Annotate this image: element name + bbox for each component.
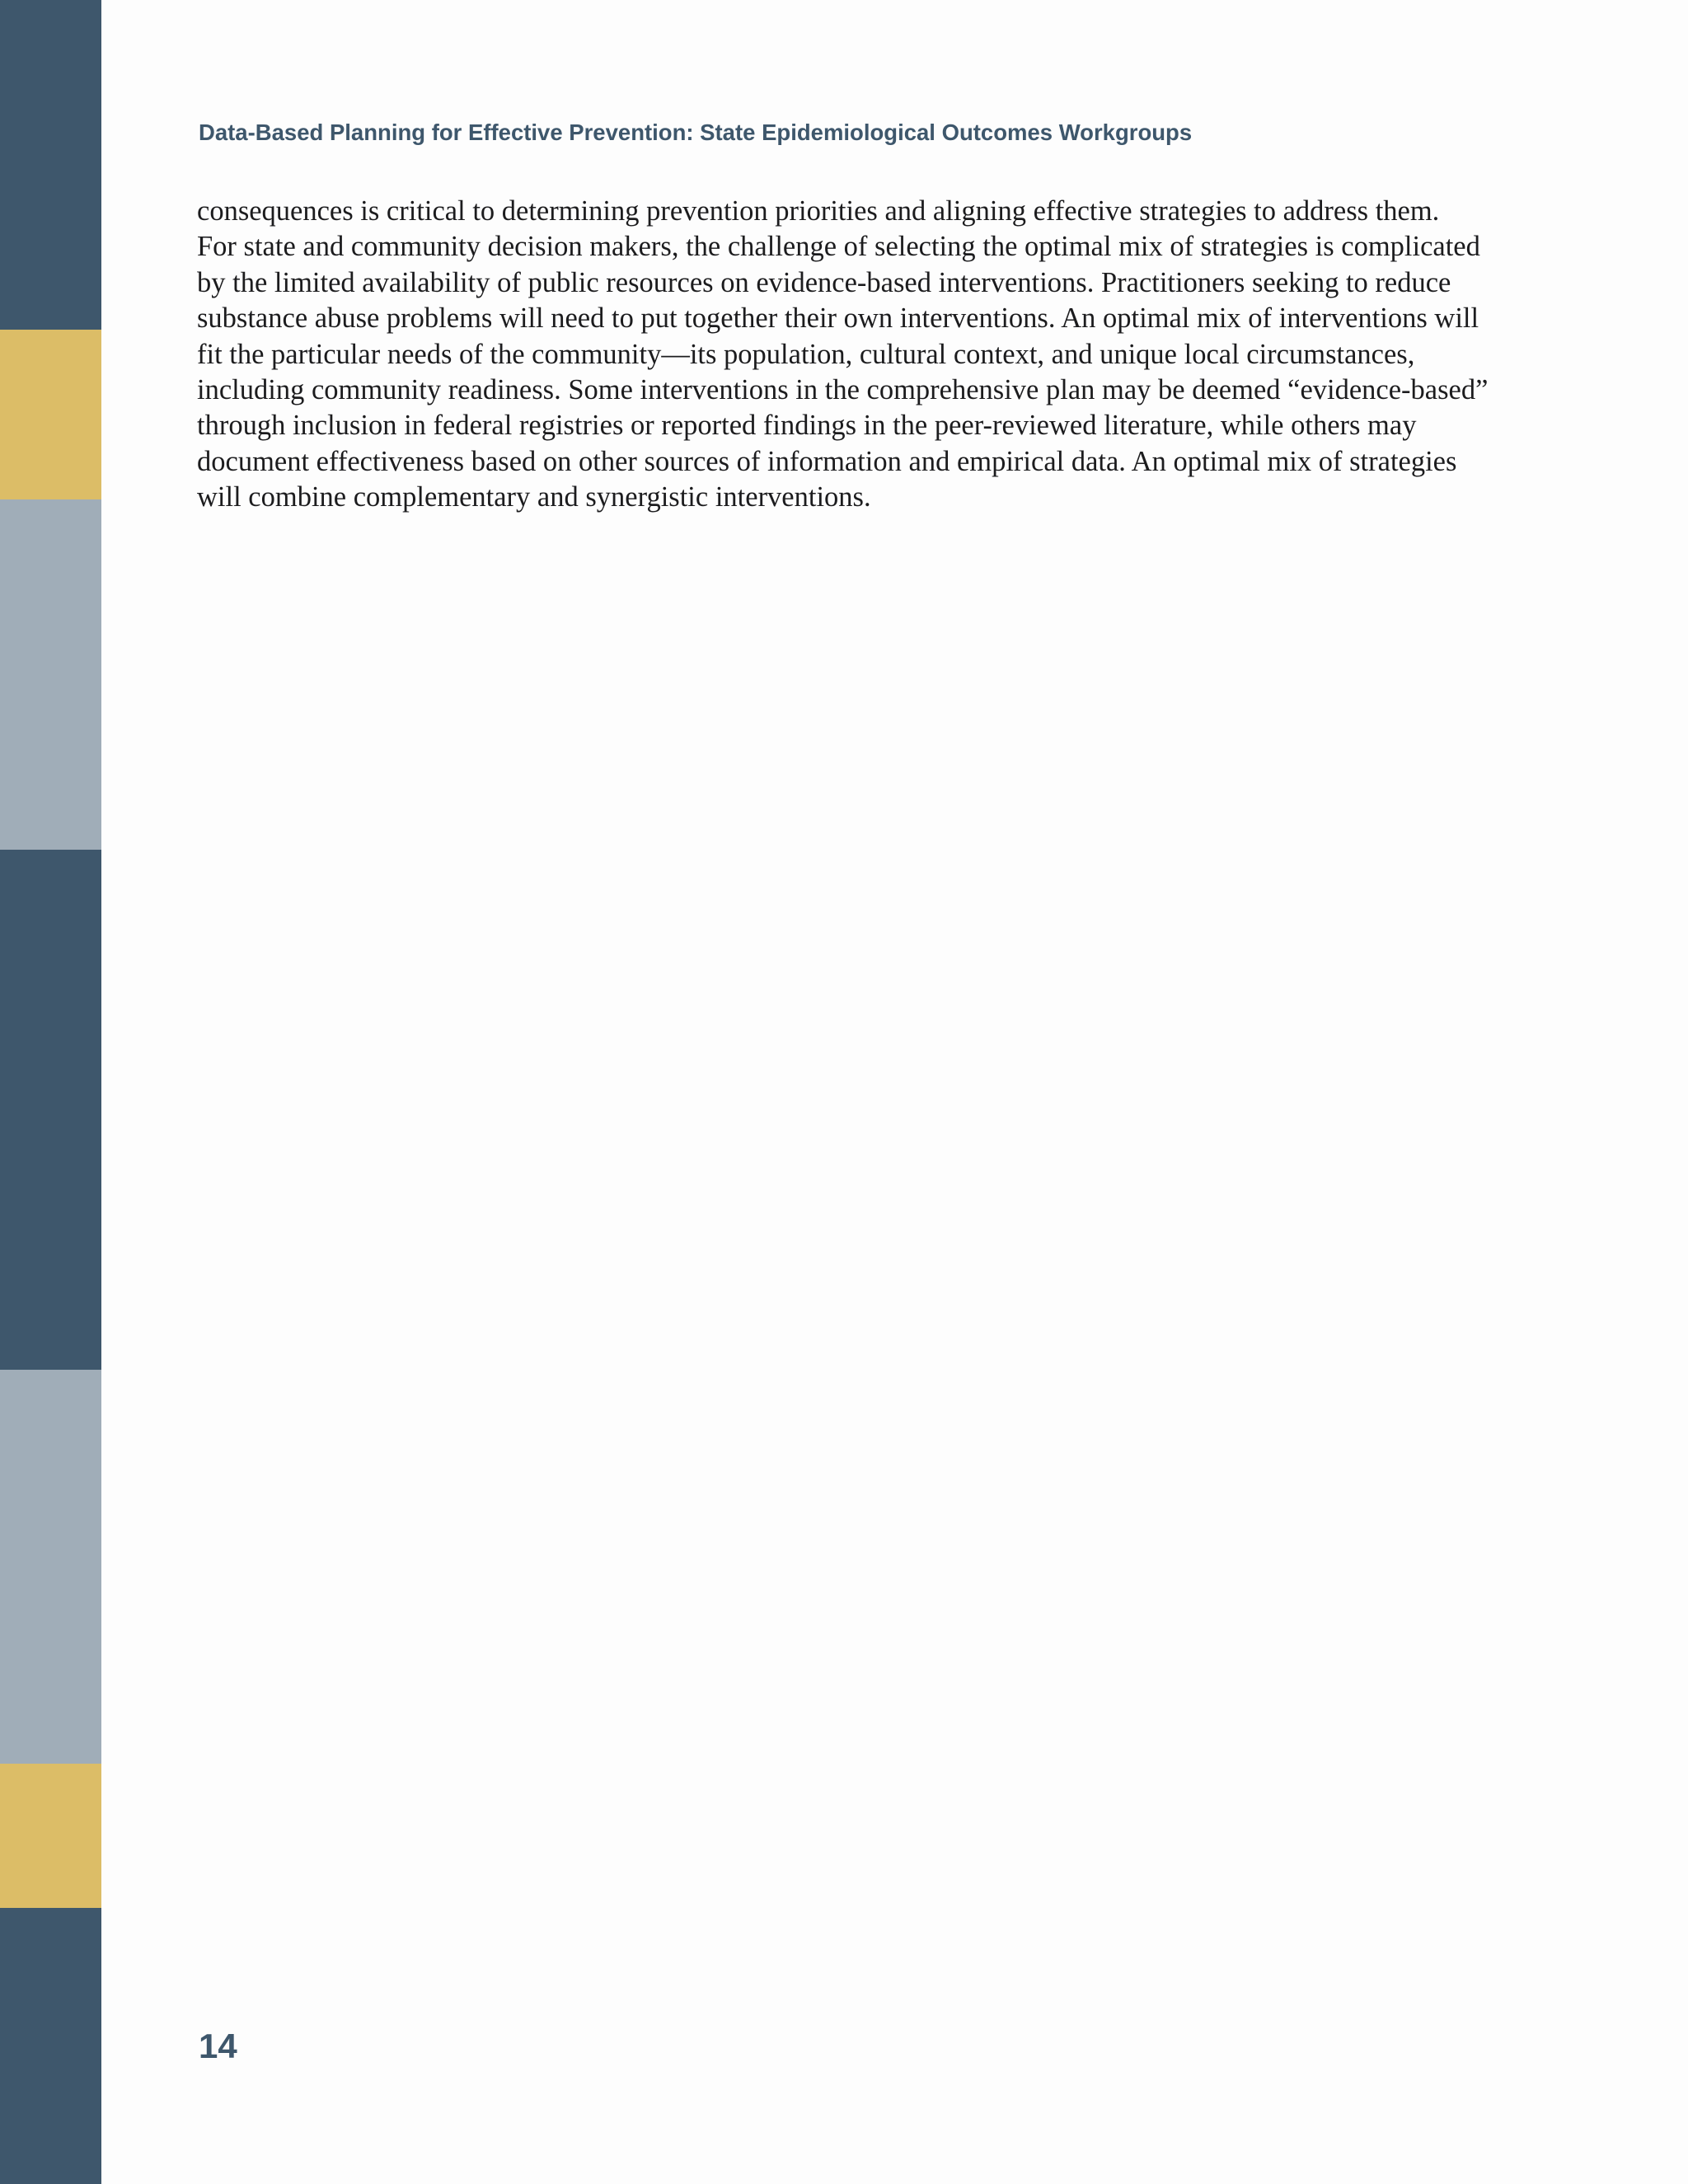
sidebar-band-gray [0, 499, 101, 850]
continuation-text: consequences is critical to determining prevention priorities and aligning effective strategies to address them. [197, 195, 1440, 227]
sidebar-color-bar [0, 0, 101, 2184]
sidebar-band-gray [0, 1370, 101, 1764]
sidebar-band-slate [0, 1908, 101, 2184]
sidebar-band-slate [0, 0, 101, 330]
body-paragraph: For state and community decision makers, the challenge of selecting the optimal mix of strategies is complicated by the limited availability of public resources on evidence-based interventions. Practitioners seeking to reduce substance abuse problems will need to put together their own interventions. An optimal mix of interventions will fit the particular needs of the community—its population, cultural context, and unique local circumstances, including community readiness. Some interventions in the comprehensive plan may be deemed “evidence-based” through inclusion in federal registries or reported findings in the peer-reviewed literature, while others may document effectiveness based on other sources of information and empirical data. An optimal mix of strategies will combine complementary and synergistic interventions. [197, 231, 1489, 513]
sidebar-band-gold [0, 330, 101, 499]
body-text [197, 194, 1491, 516]
running-header: Data-Based Planning for Effective Prevention: State Epidemiological Outcomes Workgroups [199, 120, 1193, 145]
sidebar-band-gold [0, 1764, 101, 1908]
page-number: 14 [199, 2027, 237, 2065]
sidebar-band-slate [0, 850, 101, 1370]
